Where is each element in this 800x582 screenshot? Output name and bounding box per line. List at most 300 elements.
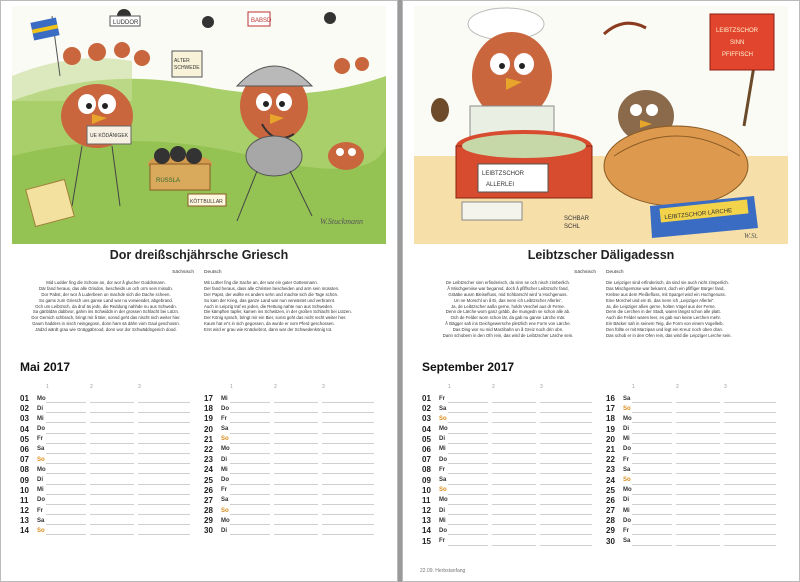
entry-line[interactable]: [90, 514, 134, 515]
entry-line[interactable]: [138, 473, 190, 474]
weekday-label: Do: [623, 517, 631, 524]
weekday-label: Sa: [439, 477, 447, 483]
day-number: 28: [204, 506, 213, 516]
entry-line[interactable]: [632, 534, 672, 535]
entry-line[interactable]: [540, 524, 592, 525]
entry-line[interactable]: [632, 422, 672, 423]
entry-line[interactable]: [676, 453, 720, 454]
entry-line[interactable]: [492, 473, 536, 474]
entry-line[interactable]: [540, 514, 592, 515]
day-number: 09: [422, 475, 431, 485]
day-number: 15: [422, 536, 431, 546]
day-number: 28: [606, 516, 615, 526]
entry-line[interactable]: [230, 494, 270, 495]
poem-line: Der fand heraus, dass alle Christen bescheiden und arm sein müssten.: [204, 285, 340, 291]
entry-line[interactable]: [540, 402, 592, 403]
weekday-label: Do: [439, 527, 447, 534]
day-number: 14: [422, 526, 431, 536]
entry-line[interactable]: [492, 504, 536, 505]
entry-line[interactable]: [322, 422, 374, 423]
entry-line[interactable]: [274, 473, 318, 474]
entry-line[interactable]: [230, 443, 270, 444]
calendar-page-september: [402, 0, 800, 582]
entry-line[interactable]: [492, 534, 536, 535]
entry-line[interactable]: [448, 524, 488, 525]
entry-line[interactable]: [676, 545, 720, 546]
day-number: 19: [204, 414, 213, 424]
poem-line: Denn die Lerchen in der Stadt, waren längst schon alle platt.: [606, 309, 721, 315]
poem-line: Ja, die Leipziger aßen gerne, holten Vögel aus der Ferne.: [606, 303, 716, 309]
entry-line[interactable]: [230, 524, 270, 525]
entry-line[interactable]: [230, 473, 270, 474]
entry-line[interactable]: [492, 453, 536, 454]
weekday-label: Sa: [623, 466, 631, 473]
entry-line[interactable]: [46, 484, 86, 485]
svg-text:UE KÖDÄNIGEK: UE KÖDÄNIGEK: [90, 133, 129, 139]
entry-line[interactable]: [540, 484, 592, 485]
column-number: 3: [540, 384, 543, 390]
poem-line: Å Bägger sah ins Deichgewersche pletzlich ene Form von Lärche.: [445, 321, 571, 327]
weekday-label: Fr: [439, 466, 445, 473]
entry-line[interactable]: [448, 422, 488, 423]
entry-line[interactable]: [540, 412, 592, 413]
entry-line[interactable]: [46, 504, 86, 505]
day-number: 27: [204, 495, 213, 505]
weekday-label: Fr: [221, 487, 227, 494]
day-number: 24: [606, 475, 615, 485]
weekday-label: Di: [37, 477, 43, 483]
entry-line[interactable]: [230, 484, 270, 485]
entry-line[interactable]: [230, 422, 270, 423]
svg-text:SINN: SINN: [730, 40, 745, 46]
entry-line[interactable]: [676, 514, 720, 515]
column-number: 3: [138, 384, 141, 390]
day-number: 21: [606, 444, 615, 454]
svg-text:SCHWEDE: SCHWEDE: [174, 65, 200, 71]
day-number: 20: [606, 434, 615, 444]
entry-line[interactable]: [540, 504, 592, 505]
poem-line: Grääbe ausm Bleisefluss, mid Schbarschl wird 'a Hochgenuss.: [448, 291, 568, 297]
entry-line[interactable]: [274, 422, 318, 423]
weekday-label: Mi: [623, 436, 630, 443]
weekday-label: Di: [623, 426, 629, 433]
entry-line[interactable]: [138, 433, 190, 434]
entry-line[interactable]: [724, 412, 776, 413]
page-title: Dor dreißschjährsche Griesch: [109, 248, 289, 262]
svg-text:LEIBTZSCHOR: LEIBTZSCHOR: [482, 171, 525, 177]
poem-line: Mid Ludder fing die Schose an, dor wor å glucher Goddsmann.: [46, 279, 166, 285]
entry-line[interactable]: [540, 494, 592, 495]
entry-line[interactable]: [230, 463, 270, 464]
entry-line[interactable]: [724, 453, 776, 454]
day-number: 13: [422, 516, 431, 526]
entry-line[interactable]: [90, 484, 134, 485]
day-number: 12: [20, 506, 29, 516]
entry-line[interactable]: [676, 443, 720, 444]
poem-german: [606, 270, 786, 339]
entry-line[interactable]: [90, 402, 134, 403]
entry-line[interactable]: [724, 494, 776, 495]
entry-line[interactable]: [448, 484, 488, 485]
poem-line: Dor Gernich schbrach, bringt mir å Bier, sonsd geht das nischt nich weiter hier.: [31, 315, 181, 321]
entry-line[interactable]: [632, 473, 672, 474]
entry-line[interactable]: [492, 514, 536, 515]
day-number: 09: [20, 475, 29, 485]
entry-line[interactable]: [138, 494, 190, 495]
day-number: 05: [422, 434, 431, 444]
entry-line[interactable]: [724, 524, 776, 525]
entry-line[interactable]: [724, 433, 776, 434]
day-number: 25: [204, 475, 213, 485]
entry-line[interactable]: [448, 545, 488, 546]
entry-line[interactable]: [540, 443, 592, 444]
weekday-label: So: [623, 405, 631, 412]
weekday-label: Di: [439, 436, 445, 443]
entry-line[interactable]: [448, 433, 488, 434]
entry-line[interactable]: [274, 402, 318, 403]
weekday-label: Mi: [439, 517, 446, 524]
weekday-label: So: [623, 477, 631, 483]
entry-line[interactable]: [322, 443, 374, 444]
entry-line[interactable]: [632, 514, 672, 515]
language-label: Deutsch: [606, 270, 624, 275]
weekday-label: Mo: [221, 446, 230, 453]
entry-line[interactable]: [540, 463, 592, 464]
weekday-label: Mi: [37, 415, 44, 422]
entry-line[interactable]: [46, 412, 86, 413]
entry-line[interactable]: [90, 453, 134, 454]
month-title: September 2017: [422, 360, 515, 374]
weekday-label: So: [439, 415, 447, 422]
entry-line[interactable]: [632, 402, 672, 403]
svg-text:KÖTTBULLAR: KÖTTBULLAR: [190, 199, 223, 205]
entry-line[interactable]: [138, 443, 190, 444]
entry-line[interactable]: [724, 514, 776, 515]
entry-line[interactable]: [322, 514, 374, 515]
entry-line[interactable]: [230, 514, 270, 515]
poem-block: [418, 270, 784, 358]
entry-line[interactable]: [448, 412, 488, 413]
weekday-label: Mo: [37, 466, 46, 473]
entry-line[interactable]: [676, 463, 720, 464]
day-number: 07: [20, 455, 29, 465]
svg-text:BABSD: BABSD: [251, 18, 272, 24]
entry-line[interactable]: [138, 453, 190, 454]
weekday-label: Fr: [439, 395, 445, 402]
entry-line[interactable]: [90, 443, 134, 444]
entry-line[interactable]: [274, 524, 318, 525]
entry-line[interactable]: [322, 484, 374, 485]
column-number: 2: [90, 384, 93, 390]
column-number: 1: [230, 384, 233, 390]
poem-line: De Leibtzscher sinn erfinderisch, da sinn se och nisch zimberlich.: [445, 279, 571, 285]
entry-line[interactable]: [46, 473, 86, 474]
entry-line[interactable]: [230, 453, 270, 454]
entry-line[interactable]: [448, 453, 488, 454]
entry-line[interactable]: [90, 412, 134, 413]
entry-line[interactable]: [540, 422, 592, 423]
weekday-label: So: [439, 487, 447, 494]
entry-line[interactable]: [138, 402, 190, 403]
day-number: 02: [422, 404, 431, 414]
entry-line[interactable]: [492, 422, 536, 423]
entry-line[interactable]: [274, 534, 318, 535]
entry-line[interactable]: [230, 412, 270, 413]
weekday-label: Sa: [221, 497, 229, 504]
weekday-label: Sa: [37, 517, 45, 524]
entry-line[interactable]: [90, 433, 134, 434]
weekday-label: Do: [623, 446, 631, 453]
entry-line[interactable]: [676, 494, 720, 495]
entry-line[interactable]: [322, 473, 374, 474]
entry-line[interactable]: [274, 504, 318, 505]
weekday-label: Fr: [37, 507, 43, 514]
entry-line[interactable]: [492, 484, 536, 485]
entry-line[interactable]: [632, 463, 672, 464]
entry-line[interactable]: [724, 545, 776, 546]
day-number: 22: [606, 455, 615, 465]
poem-german: [204, 270, 384, 333]
entry-line[interactable]: [274, 412, 318, 413]
poem-line: Jädzd wärdt grau wie Gnäggäbrood, donn wor dor Schwäddngenich dood.: [35, 327, 177, 333]
entry-line[interactable]: [46, 463, 86, 464]
day-number: 06: [422, 444, 431, 454]
day-number: 18: [606, 414, 615, 424]
entry-line[interactable]: [46, 524, 86, 525]
entry-line[interactable]: [230, 534, 270, 535]
weekday-label: Mo: [623, 415, 632, 422]
entry-line[interactable]: [540, 433, 592, 434]
day-number: 24: [204, 465, 213, 475]
language-label: Deutsch: [204, 270, 222, 275]
entry-line[interactable]: [274, 453, 318, 454]
entry-line[interactable]: [724, 422, 776, 423]
entry-line[interactable]: [448, 443, 488, 444]
entry-line[interactable]: [138, 514, 190, 515]
weekday-label: Di: [37, 405, 43, 412]
poem-line: Der Papst, der wollte es anders sehn und machte sich die Tage schön.: [204, 291, 339, 297]
weekday-label: Do: [221, 405, 229, 412]
entry-line[interactable]: [676, 504, 720, 505]
poem-line: Die kämpften tapfer, kamen ins Schwitzen, in der großen Schlacht bei Lützen.: [204, 309, 352, 315]
day-number: 11: [422, 495, 431, 505]
entry-line[interactable]: [540, 545, 592, 546]
entry-line[interactable]: [90, 422, 134, 423]
entry-line[interactable]: [322, 412, 374, 413]
poem-line: Dor Pabst, der wor å Luderbeen un machde sich die Dache scheen.: [41, 291, 171, 297]
month-title: Mai 2017: [20, 360, 71, 374]
entry-line[interactable]: [138, 422, 190, 423]
entry-line[interactable]: [632, 412, 672, 413]
entry-line[interactable]: [274, 433, 318, 434]
weekday-label: Di: [439, 507, 445, 514]
entry-line[interactable]: [90, 504, 134, 505]
poem-line: Die Leipziger sind erfinderisch, da sind sie auch nicht zimperlich.: [606, 279, 729, 285]
entry-line[interactable]: [274, 484, 318, 485]
entry-line[interactable]: [90, 463, 134, 464]
weekday-label: Di: [623, 497, 629, 504]
weekday-label: Mo: [439, 426, 448, 433]
entry-line[interactable]: [138, 463, 190, 464]
poem-line: Das Ding wor nu mid Marzibahn un å Greiz noch drin obn.: [452, 327, 564, 333]
entry-line[interactable]: [322, 534, 374, 535]
entry-line[interactable]: [632, 524, 672, 525]
entry-line[interactable]: [492, 412, 536, 413]
entry-line[interactable]: [632, 453, 672, 454]
day-number: 26: [606, 495, 615, 505]
entry-line[interactable]: [676, 473, 720, 474]
entry-line[interactable]: [46, 514, 86, 515]
weekday-label: Do: [37, 426, 45, 433]
poem-line: Och um Leibtzsch, da druf äs jedn, die Reddung nahhde nu aus Schwedn.: [35, 303, 177, 309]
entry-line[interactable]: [632, 443, 672, 444]
entry-line[interactable]: [676, 433, 720, 434]
weekday-label: Mo: [623, 487, 632, 494]
weekday-label: Mi: [37, 487, 44, 494]
column-number: 2: [676, 384, 679, 390]
day-number: 27: [606, 506, 615, 516]
weekday-label: Sa: [37, 446, 45, 453]
entry-line[interactable]: [138, 534, 190, 535]
weekday-label: Do: [37, 497, 45, 504]
column-number: 1: [46, 384, 49, 390]
day-number: 04: [422, 424, 431, 434]
entry-line[interactable]: [46, 443, 86, 444]
language-label: Sächsisch: [574, 270, 596, 275]
entry-line[interactable]: [90, 494, 134, 495]
entry-line[interactable]: [448, 473, 488, 474]
entry-line[interactable]: [138, 484, 190, 485]
entry-line[interactable]: [492, 433, 536, 434]
entry-line[interactable]: [724, 443, 776, 444]
entry-line[interactable]: [448, 534, 488, 535]
entry-line[interactable]: [322, 402, 374, 403]
day-number: 08: [422, 465, 431, 475]
poem-line: Sa gänbldän dabbvor, gahm ins Schwiddn in der grossen Schlacht bei Lützn.: [32, 309, 180, 315]
entry-line[interactable]: [724, 484, 776, 485]
entry-line[interactable]: [46, 402, 86, 403]
weekday-label: Sa: [623, 538, 631, 545]
entry-line[interactable]: [230, 433, 270, 434]
entry-line[interactable]: [724, 504, 776, 505]
poem-line: Das schob er in den Ofen rein, das wird die Leipziger Lerche sein.: [606, 333, 732, 339]
entry-line[interactable]: [632, 433, 672, 434]
entry-line[interactable]: [46, 534, 86, 535]
poem-saxon: [418, 270, 598, 339]
entry-line[interactable]: [274, 443, 318, 444]
entry-line[interactable]: [724, 473, 776, 474]
day-number: 29: [606, 526, 615, 536]
entry-line[interactable]: [540, 453, 592, 454]
poem-line: Å Mischgemiise war begannd, doch å pfiffscher Leibtzschr fand,: [447, 285, 569, 291]
entry-line[interactable]: [632, 494, 672, 495]
entry-line[interactable]: [632, 484, 672, 485]
entry-line[interactable]: [724, 402, 776, 403]
entry-line[interactable]: [274, 514, 318, 515]
entry-line[interactable]: [492, 494, 536, 495]
svg-text:W.Stuckmann: W.Stuckmann: [320, 217, 364, 226]
entry-line[interactable]: [90, 473, 134, 474]
entry-line[interactable]: [492, 524, 536, 525]
entry-line[interactable]: [322, 494, 374, 495]
weekday-label: So: [221, 436, 229, 443]
weekday-label: Mi: [439, 446, 446, 453]
entry-line[interactable]: [322, 433, 374, 434]
entry-line[interactable]: [448, 504, 488, 505]
entry-line[interactable]: [46, 453, 86, 454]
entry-line[interactable]: [676, 402, 720, 403]
entry-line[interactable]: [90, 524, 134, 525]
entry-line[interactable]: [138, 504, 190, 505]
poem-line: Mit Luther fing die Sache an, der war ein guter Gottesmann.: [204, 279, 318, 285]
entry-line[interactable]: [676, 484, 720, 485]
entry-line[interactable]: [138, 412, 190, 413]
poem-line: Ein Bäcker sah in seinem Teig, die Form von einem Vogelleib.: [606, 321, 724, 327]
poem-line: Denn de Lärche worn ganz gräbb, die mungedn se schon alle ab.: [445, 309, 571, 315]
entry-line[interactable]: [230, 504, 270, 505]
poem-line: Eine Morchel und ein Ei, das nenn ich „Leipziger Allerlei“.: [606, 297, 715, 303]
poem-line: Erst wird er grau wie Knäckebrot, dann war der Schwedenkönig tot.: [204, 327, 333, 333]
weekday-label: Do: [439, 456, 447, 463]
day-number: 02: [20, 404, 29, 414]
entry-line[interactable]: [322, 463, 374, 464]
entry-line[interactable]: [724, 463, 776, 464]
entry-line[interactable]: [448, 402, 488, 403]
entry-line[interactable]: [540, 534, 592, 535]
entry-line[interactable]: [492, 402, 536, 403]
entry-line[interactable]: [322, 453, 374, 454]
entry-line[interactable]: [46, 422, 86, 423]
entry-line[interactable]: [322, 524, 374, 525]
day-number: 03: [422, 414, 431, 424]
day-number: 04: [20, 424, 29, 434]
entry-line[interactable]: [492, 545, 536, 546]
entry-line[interactable]: [230, 402, 270, 403]
entry-line[interactable]: [540, 473, 592, 474]
entry-line[interactable]: [632, 545, 672, 546]
entry-line[interactable]: [492, 443, 536, 444]
weekday-label: Di: [221, 456, 227, 463]
entry-line[interactable]: [274, 463, 318, 464]
entry-line[interactable]: [676, 422, 720, 423]
entry-line[interactable]: [322, 504, 374, 505]
entry-line[interactable]: [632, 504, 672, 505]
column-number: 3: [322, 384, 325, 390]
entry-line[interactable]: [46, 494, 86, 495]
poem-line: Kaum hat er's in sich gegossen, da wurde er vom Pferd geschossen.: [204, 321, 335, 327]
entry-line[interactable]: [676, 524, 720, 525]
entry-line[interactable]: [492, 463, 536, 464]
entry-line[interactable]: [724, 534, 776, 535]
svg-text:LEIBTZSCHOR: LEIBTZSCHOR: [716, 28, 759, 34]
weekday-label: Mi: [623, 507, 630, 514]
entry-line[interactable]: [46, 433, 86, 434]
entry-line[interactable]: [676, 412, 720, 413]
entry-line[interactable]: [274, 494, 318, 495]
poem-line: Och de Felder worn schon lär, da gab nu ganne Lärche mär.: [450, 315, 566, 321]
entry-line[interactable]: [448, 463, 488, 464]
weekday-label: Mo: [221, 517, 230, 524]
column-number: 1: [448, 384, 451, 390]
entry-line[interactable]: [138, 524, 190, 525]
entry-line[interactable]: [676, 534, 720, 535]
entry-line[interactable]: [448, 514, 488, 515]
weekday-label: Mo: [37, 395, 46, 402]
entry-line[interactable]: [448, 494, 488, 495]
entry-line[interactable]: [90, 534, 134, 535]
column-number: 3: [724, 384, 727, 390]
day-number: 21: [204, 434, 213, 444]
